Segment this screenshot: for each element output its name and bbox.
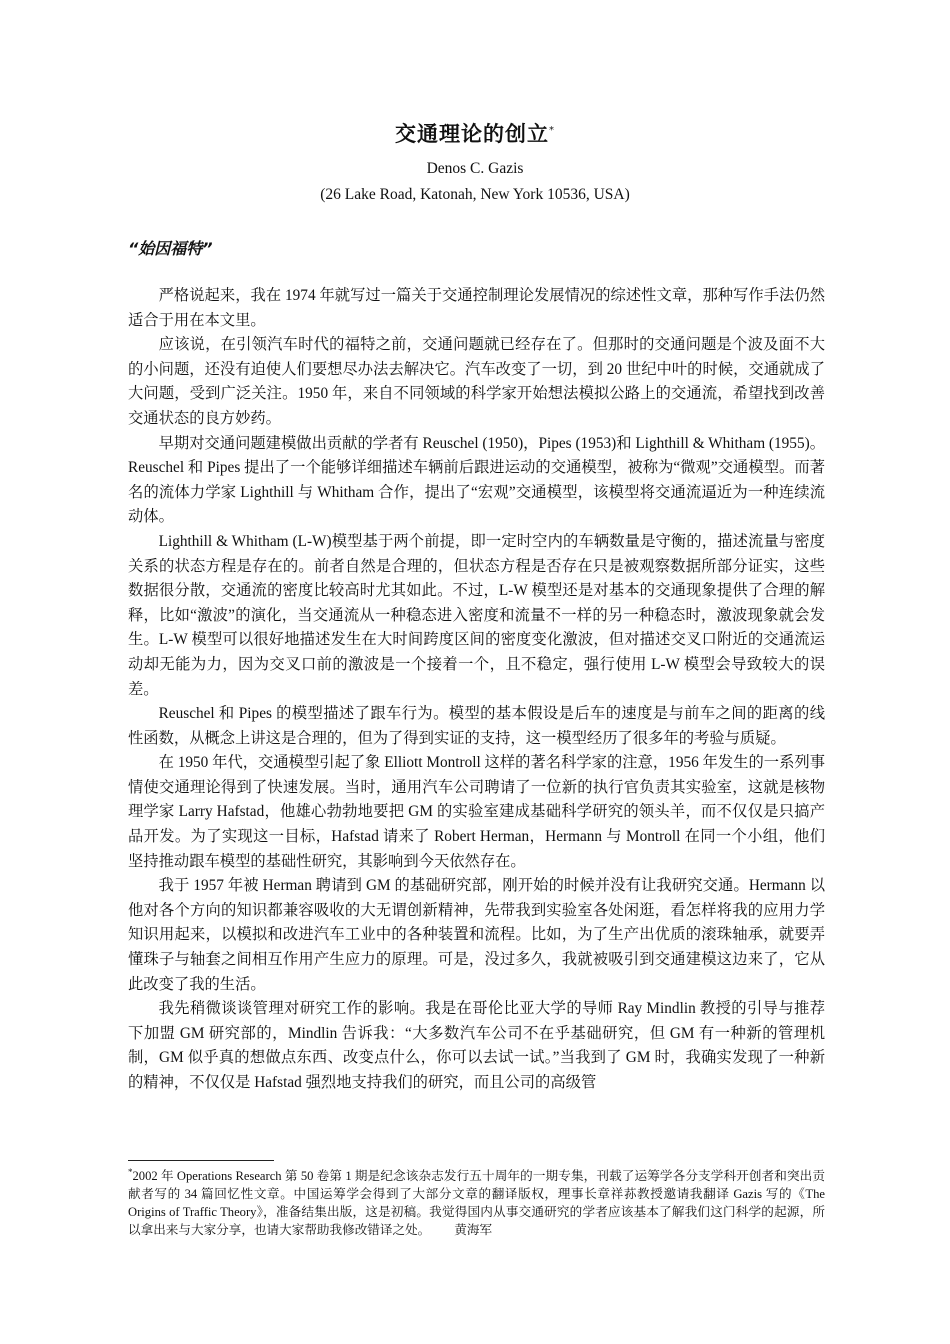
title-footnote-marker: * — [549, 125, 555, 136]
footnote-divider — [128, 1160, 274, 1161]
paragraph: 应该说，在引领汽车时代的福特之前，交通问题就已经存在了。但那时的交通问题是个波及面不大的小问题，还没有迫使人们要想尽办法去解决它。汽车改变了一切，到 20 世纪中叶的时候，交通就成了大问题，受到广泛关注。1950 年，来自不同领域的科学家开始想法模拟公路上的交通流，希望找到改善交通状态的良方妙药。 — [128, 336, 825, 427]
section-heading: “始因福特” — [128, 239, 213, 258]
footnote-signature: 黄海军 — [454, 1222, 493, 1237]
paragraph: Lighthill & Whitham (L-W)模型基于两个前提，即一定时空内的车辆数量是守衡的，描述流量与密度关系的状态方程是存在的。前者自然是合理的，但状态方程是否存在只是被观察数据所部分证实，这些数据很分散，交通流的密度比较高时尤其如此。不过，L-W 模型还是对基本的交通现象提供了合理的解释，比如“激波”的演化，当交通流从一种稳态进入密度和流量不一样的另一种稳态时，激波现象就会发生。L-W 模型可以很好地描述发生在大时间跨度区间的密度变化激波，但对描述交叉口附近的交通流运动却无能为力，因为交叉口前的激波是一个接着一个，且不稳定，强行使用 L-W 模型会导致较大的误差。 — [128, 532, 825, 698]
article-body — [128, 284, 825, 1096]
paragraph: 早期对交通问题建模做出贡献的学者有 Reuschel (1950)，Pipes (1953)和 Lighthill & Whitham (1955)。Reuschel 和 Pipes 提出了一个能够详细描述车辆前后跟进运动的交通模型，被称为“微观”交通模型。而著名的流体力学家 Lighthill 与 Whitham 合作，提出了“宏观”交通模型，该模型将交通流逼近为一种连续流动体。 — [128, 434, 825, 526]
footnote — [128, 1164, 825, 1239]
author-address: (26 Lake Road, Katonah, New York 10536, USA) — [320, 186, 630, 203]
author-name: Denos C. Gazis — [426, 160, 524, 177]
paragraph: 我于 1957 年被 Herman 聘请到 GM 的基础研究部，刚开始的时候并没有让我研究交通。Hermann 以他对各个方向的知识都兼容吸收的大无谓创新精神，先带我到实验室各处闲逛，看怎样将我的应用力学知识用起来，以模拟和改进汽车工业中的各种装置和流程。比如，为了生产出优质的滚珠轴承，就要弄懂珠子与轴套之间相互作用产生应力的原理。可是，没过多久，我就被吸引到交通建模这边来了，它从此改变了我的生活。 — [128, 877, 825, 993]
paragraph: 严格说起来，我在 1974 年就写过一篇关于交通控制理论发展情况的综述性文章，那种写作手法仍然适合于用在本文里。 — [128, 287, 825, 329]
article-title-text: 交通理论的创立 — [395, 122, 549, 146]
paragraph: Reuschel 和 Pipes 的模型描述了跟车行为。模型的基本假设是后车的速度是与前车之间的距离的线性函数，从概念上讲这是合理的，但为了得到实证的支持，这一模型经历了很多年的考验与质疑。 — [128, 705, 825, 747]
article-title — [0, 118, 950, 148]
paragraph: 我先稍微谈谈管理对研究工作的影响。我是在哥伦比亚大学的导师 Ray Mindlin 教授的引导与推荐下加盟 GM 研究部的，Mindlin 告诉我：“大多数汽车公司不在乎基础研究，但 GM 有一种新的管理机制，GM 似乎真的想做点东西、改变点什么，你可以去试一试。”当我到了 GM 时，我确实发现了一种新的精神，不仅仅是 Hafstad 强烈地支持我们的研究，而且公司的高级管 — [128, 1000, 825, 1091]
footnote-text: 2002 年 Operations Research 第 50 卷第 1 期是纪念该杂志发行五十周年的一期专集，刊载了运筹学各分支学科开创者和突出贡献者写的 34 篇回忆性文章。中国运筹学会得到了大部分文章的翻译版权，理事长章祥荪教授邀请我翻译 Gazis 写的《The Origins of Traffic Theory》，准备结集出版，这是初稿。我觉得国内从事交通研究的学者应该基本了解我们这门科学的起源，所以拿出来与大家分享，也请大家帮助我修改错译之处。 — [128, 1169, 825, 1237]
footnote-marker: * — [128, 1167, 133, 1177]
paragraph: 在 1950 年代，交通模型引起了象 Elliott Montroll 这样的著名科学家的注意，1956 年发生的一系列事情使交通理论得到了快速发展。当时，通用汽车公司聘请了一位新的执行官负责其实验室，这就是核物理学家 Larry Hafstad，他雄心勃勃地要把 GM 的实验室建成基础科学研究的领头羊，而不仅仅是只搞产品开发。为了实现这一目标，Hafstad 请来了 Robert Herman，Hermann 与 Montroll 在同一个小组，他们坚持推动跟车模型的基础性研究，其影响到今天依然存在。 — [128, 754, 825, 870]
